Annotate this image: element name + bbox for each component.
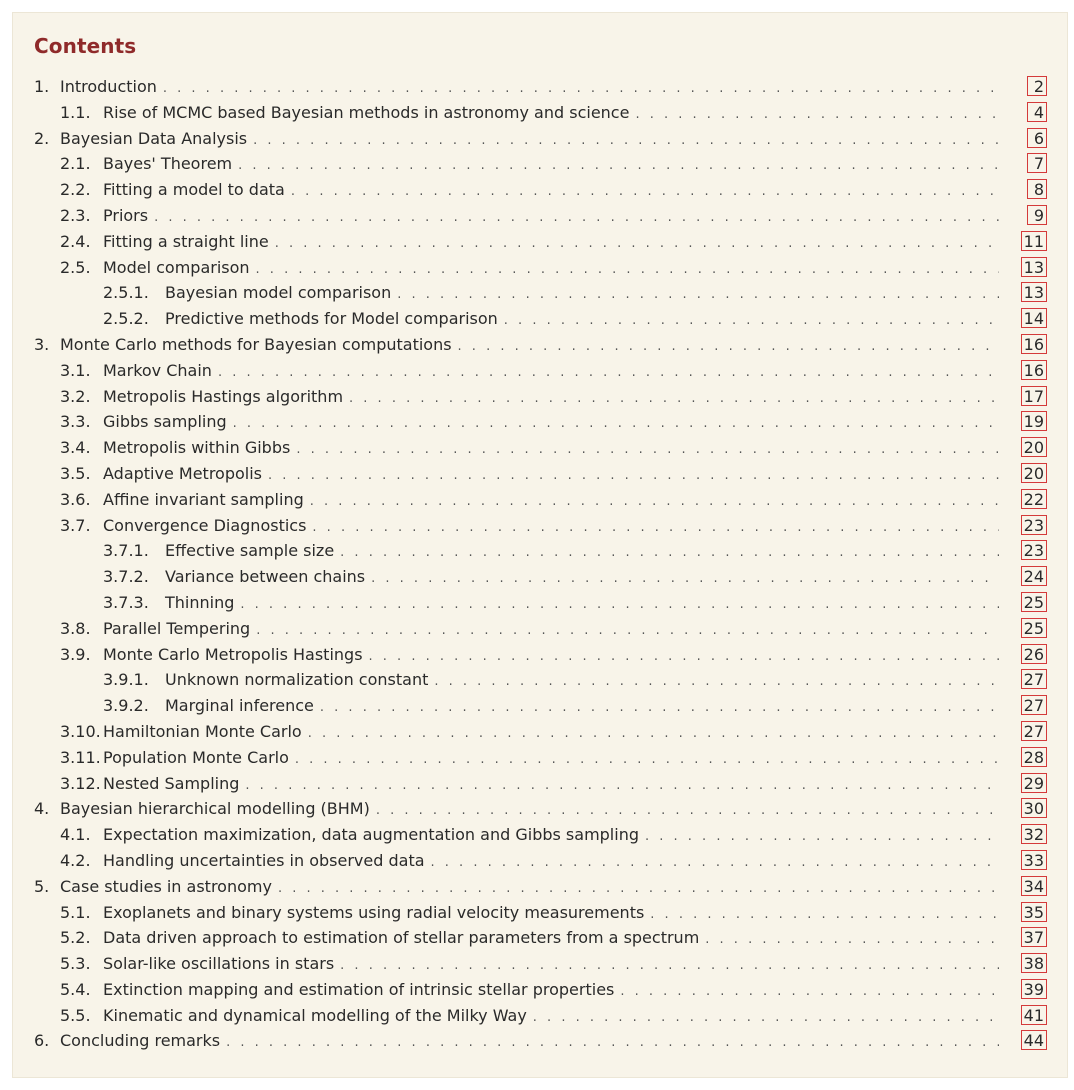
toc-entry[interactable]: [12, 256, 1068, 282]
toc-page-link[interactable]: 44: [1021, 1030, 1047, 1050]
toc-page-link[interactable]: 11: [1021, 231, 1047, 251]
toc-entry[interactable]: [12, 746, 1068, 772]
toc-entry-title[interactable]: Effective sample size: [165, 541, 335, 561]
toc-entry-link[interactable]: [60, 774, 1003, 793]
dot-leader: [434, 674, 999, 689]
toc-entry-number: 2.3.: [60, 205, 91, 225]
toc-entry-link[interactable]: [34, 1031, 1003, 1050]
dot-leader: [340, 958, 999, 973]
dot-leader: [240, 597, 999, 612]
toc-entry-number: 3.1.: [60, 360, 91, 380]
toc-page-link[interactable]: 32: [1021, 824, 1047, 844]
dot-leader: [310, 494, 999, 509]
toc-entry-link[interactable]: [103, 283, 1003, 302]
dot-leader: [238, 158, 999, 173]
dot-leader: [312, 520, 999, 535]
toc-entry-title[interactable]: Monte Carlo Metropolis Hastings: [103, 644, 363, 664]
toc-entry-number: 3.9.1.: [103, 670, 149, 690]
dot-leader: [268, 468, 999, 483]
dot-leader: [233, 416, 999, 431]
toc-entry-number: 2.5.2.: [103, 309, 149, 329]
toc-entry-number: 3.11.: [60, 747, 101, 767]
toc-entry[interactable]: [12, 75, 1068, 101]
toc-entry-title[interactable]: Extinction mapping and estimation of intrinsic stellar properties: [103, 979, 615, 999]
toc-page-link[interactable]: 23: [1021, 540, 1047, 560]
toc-entry-title[interactable]: Concluding remarks: [60, 1031, 221, 1051]
toc-entry-link[interactable]: [60, 232, 1003, 251]
toc-entry-number: 5.3.: [60, 954, 91, 974]
toc-entry-number: 5.5.: [60, 1005, 91, 1025]
toc-entry[interactable]: [12, 849, 1068, 875]
toc-entry-title[interactable]: Fitting a model to data: [103, 180, 285, 200]
toc-entry-title[interactable]: Metropolis Hastings algorithm: [103, 386, 344, 406]
toc-entry-number: 2.1.: [60, 154, 91, 174]
toc-page-link[interactable]: 25: [1021, 592, 1047, 612]
toc-entry-number: 2.5.: [60, 257, 91, 277]
dot-leader: [645, 829, 999, 844]
toc-entry-link[interactable]: [34, 335, 1003, 354]
dot-leader: [340, 545, 999, 560]
dot-leader: [291, 184, 999, 199]
toc-entry-title[interactable]: Kinematic and dynamical modelling of the Milky Way: [103, 1005, 527, 1025]
toc-entry-title[interactable]: Bayesian model comparison: [165, 283, 392, 303]
toc-entry-title[interactable]: Priors: [103, 205, 149, 225]
toc-page-link[interactable]: 34: [1021, 876, 1047, 896]
toc-entry-link[interactable]: [60, 928, 1003, 947]
toc-entry-link[interactable]: [60, 825, 1003, 844]
document-page: [12, 12, 1068, 1078]
toc-entry-number: 3.6.: [60, 489, 91, 509]
toc-entry[interactable]: [12, 410, 1068, 436]
toc-entry[interactable]: [12, 797, 1068, 823]
toc-entry[interactable]: [12, 1029, 1068, 1055]
toc-entry-title[interactable]: Fitting a straight line: [103, 231, 269, 251]
toc-entry[interactable]: [12, 926, 1068, 952]
dot-leader: [278, 881, 999, 896]
toc-entry[interactable]: [12, 462, 1068, 488]
toc-entry-link[interactable]: [60, 722, 1003, 741]
dot-leader: [256, 623, 999, 638]
toc-entry[interactable]: [12, 514, 1068, 540]
toc-entry-title[interactable]: Predictive methods for Model comparison: [165, 309, 498, 329]
toc-entry-title[interactable]: Parallel Tempering: [103, 618, 251, 638]
toc-entry-title[interactable]: Exoplanets and binary systems using radial velocity measurements: [103, 902, 645, 922]
toc-page-link[interactable]: 27: [1021, 669, 1047, 689]
toc-entry-number: 3.10.: [60, 721, 101, 741]
toc-entry-link[interactable]: [34, 799, 1003, 818]
toc-entry-title[interactable]: Hamiltonian Monte Carlo: [103, 721, 302, 741]
toc-entry[interactable]: [12, 101, 1068, 127]
toc-page-link[interactable]: 6: [1027, 128, 1047, 148]
toc-entry[interactable]: [12, 1004, 1068, 1030]
toc-entry[interactable]: [12, 952, 1068, 978]
toc-page-link[interactable]: 25: [1021, 618, 1047, 638]
toc-entry[interactable]: [12, 127, 1068, 153]
toc-entry-link[interactable]: [60, 748, 1003, 767]
toc-entry-link[interactable]: [103, 670, 1003, 689]
toc-entry[interactable]: [12, 385, 1068, 411]
toc-entry-number: 2.4.: [60, 231, 91, 251]
toc-page-link[interactable]: 39: [1021, 979, 1047, 999]
toc-entry[interactable]: [12, 720, 1068, 746]
toc-entry[interactable]: [12, 488, 1068, 514]
toc-entry-title[interactable]: Case studies in astronomy: [60, 876, 272, 896]
toc-entry-title[interactable]: Bayesian hierarchical modelling (BHM): [60, 799, 370, 819]
dot-leader: [163, 81, 999, 96]
toc-entry-link[interactable]: [60, 206, 1003, 225]
toc-entry-title[interactable]: Unknown normalization constant: [165, 670, 429, 690]
toc-page-link[interactable]: 2: [1027, 76, 1047, 96]
toc-entry-title[interactable]: Nested Sampling: [103, 773, 240, 793]
contents-heading: Contents: [34, 34, 137, 58]
toc-entry-number: 3.4.: [60, 438, 91, 458]
toc-entry-link[interactable]: [60, 490, 1003, 509]
toc-entry[interactable]: [12, 643, 1068, 669]
toc-entry-number: 5.: [34, 876, 50, 896]
toc-entry-link[interactable]: [103, 593, 1003, 612]
toc-entry-title[interactable]: Introduction: [60, 77, 157, 96]
toc-entry-title[interactable]: Variance between chains: [165, 567, 366, 587]
dot-leader: [275, 236, 999, 251]
dot-leader: [320, 700, 999, 715]
toc-entry-number: 5.4.: [60, 979, 91, 999]
toc-entry-link[interactable]: [60, 980, 1003, 999]
toc-page-link[interactable]: 23: [1021, 515, 1047, 535]
toc-entry-title[interactable]: Affine invariant sampling: [103, 489, 304, 509]
toc-entry-number: 3.7.: [60, 515, 91, 535]
toc-entry[interactable]: [12, 178, 1068, 204]
toc-entry-title[interactable]: Marginal inference: [165, 696, 314, 716]
toc-entry[interactable]: [12, 875, 1068, 901]
dot-leader: [295, 752, 999, 767]
toc-entry-title[interactable]: Thinning: [165, 592, 235, 612]
toc-page-link[interactable]: 22: [1021, 489, 1047, 509]
dot-leader: [245, 778, 999, 793]
toc-entry[interactable]: [12, 281, 1068, 307]
dot-leader: [218, 365, 999, 380]
toc-entry-link[interactable]: [60, 154, 1003, 173]
toc-entry-number: 3.7.2.: [103, 567, 149, 587]
toc-page-link[interactable]: 19: [1021, 411, 1047, 431]
dot-leader: [253, 133, 999, 148]
toc-entry-link[interactable]: [60, 361, 1003, 380]
dot-leader: [371, 571, 999, 586]
toc-entry-link[interactable]: [60, 645, 1003, 664]
toc-entry-number: 5.1.: [60, 902, 91, 922]
toc-entry-number: 3.9.2.: [103, 696, 149, 716]
toc-page-link[interactable]: 20: [1021, 463, 1047, 483]
toc-entry-link[interactable]: [103, 696, 1003, 715]
toc-entry-link[interactable]: [103, 567, 1003, 586]
toc-page-link[interactable]: 33: [1021, 850, 1047, 870]
toc-entry[interactable]: [12, 333, 1068, 359]
toc-entry-number: 4.1.: [60, 825, 91, 845]
toc-page-link[interactable]: 14: [1021, 308, 1047, 328]
toc-entry-link[interactable]: [34, 877, 1003, 896]
dot-leader: [256, 262, 999, 277]
toc-entry-link[interactable]: [60, 954, 1003, 973]
toc-page-link[interactable]: 17: [1021, 386, 1047, 406]
toc-page-link[interactable]: 38: [1021, 953, 1047, 973]
toc-entry-link[interactable]: [60, 619, 1003, 638]
toc-entry-number: 3.12.: [60, 773, 101, 793]
toc-entry[interactable]: [12, 539, 1068, 565]
toc-page-link[interactable]: 27: [1021, 695, 1047, 715]
toc-page-link[interactable]: 24: [1021, 566, 1047, 586]
toc-page-link[interactable]: 27: [1021, 721, 1047, 741]
toc-page-link[interactable]: 41: [1021, 1005, 1047, 1025]
toc-entry-title[interactable]: Data driven approach to estimation of stellar parameters from a spectrum: [103, 928, 700, 948]
toc-entry-title[interactable]: Population Monte Carlo: [103, 747, 289, 767]
toc-entry-title[interactable]: Rise of MCMC based Bayesian methods in astronomy and science: [103, 102, 630, 122]
toc-entry-link[interactable]: [103, 541, 1003, 560]
toc-entry[interactable]: [12, 436, 1068, 462]
toc-entry-link[interactable]: [60, 387, 1003, 406]
dot-leader: [376, 803, 999, 818]
toc-entry[interactable]: [12, 591, 1068, 617]
dot-leader: [504, 313, 999, 328]
toc-entry-number: 3.: [34, 334, 50, 354]
dot-leader: [458, 339, 999, 354]
toc-entry-link[interactable]: [60, 516, 1003, 535]
toc-entry-number: 5.2.: [60, 928, 91, 948]
toc-page-link[interactable]: 37: [1021, 927, 1047, 947]
toc-entry-number: 3.7.1.: [103, 541, 149, 561]
toc-entry-title[interactable]: Adaptive Metropolis: [103, 463, 263, 483]
toc-entry-number: 3.7.3.: [103, 592, 149, 612]
toc-entry[interactable]: [12, 901, 1068, 927]
dot-leader: [705, 932, 999, 947]
dot-leader: [635, 107, 999, 122]
toc-entry-title[interactable]: Metropolis within Gibbs: [103, 438, 291, 458]
toc-entry-number: 3.5.: [60, 463, 91, 483]
toc-entry[interactable]: [12, 978, 1068, 1004]
toc-page-link[interactable]: 13: [1021, 282, 1047, 302]
toc-entry-number: 3.3.: [60, 412, 91, 432]
toc-page-link[interactable]: 35: [1021, 902, 1047, 922]
toc-entry-link[interactable]: [60, 103, 1003, 122]
toc-entry[interactable]: [12, 359, 1068, 385]
toc-page-link[interactable]: 28: [1021, 747, 1047, 767]
dot-leader: [226, 1035, 999, 1050]
toc-entry-link[interactable]: [60, 438, 1003, 457]
toc-entry[interactable]: [12, 668, 1068, 694]
toc-page-link[interactable]: 26: [1021, 644, 1047, 664]
toc-entry[interactable]: [12, 230, 1068, 256]
toc-page-link[interactable]: 8: [1027, 179, 1047, 199]
dot-leader: [308, 726, 999, 741]
toc-entry-link[interactable]: [60, 464, 1003, 483]
toc-entry-link[interactable]: [60, 1006, 1003, 1025]
toc-entry[interactable]: [12, 204, 1068, 230]
toc-entry-title[interactable]: Markov Chain: [103, 360, 212, 380]
toc-entry-title[interactable]: Monte Carlo methods for Bayesian computations: [60, 334, 452, 354]
toc-entry-number: 3.2.: [60, 386, 91, 406]
toc-entry-title[interactable]: Model comparison: [103, 257, 250, 277]
toc-entry-number: 3.8.: [60, 618, 91, 638]
toc-entry[interactable]: [12, 152, 1068, 178]
toc-entry-link[interactable]: [60, 412, 1003, 431]
toc-entry-number: 6.: [34, 1031, 50, 1051]
toc-page-link[interactable]: 29: [1021, 773, 1047, 793]
toc-entry-number: 3.9.: [60, 644, 91, 664]
dot-leader: [154, 210, 999, 225]
toc-page-link[interactable]: 13: [1021, 257, 1047, 277]
toc-entry-title[interactable]: Bayes' Theorem: [103, 154, 233, 174]
toc-entry[interactable]: [12, 565, 1068, 591]
dot-leader: [349, 391, 999, 406]
dot-leader: [533, 1010, 999, 1025]
toc-entry-link[interactable]: [34, 129, 1003, 148]
toc-entry-title[interactable]: Convergence Diagnostics: [103, 515, 307, 535]
toc-entry-title[interactable]: Gibbs sampling: [103, 412, 227, 432]
toc-entry-number: 1.1.: [60, 102, 91, 122]
toc-entry[interactable]: [12, 617, 1068, 643]
toc-entry[interactable]: [12, 772, 1068, 798]
toc-entry-number: 4.2.: [60, 850, 91, 870]
toc-page-link[interactable]: 16: [1021, 360, 1047, 380]
toc-entry[interactable]: [12, 694, 1068, 720]
toc-entry-link[interactable]: [34, 77, 1003, 96]
dot-leader: [620, 984, 999, 999]
toc-page-link[interactable]: 7: [1027, 153, 1047, 173]
toc-entry-number: 4.: [34, 799, 50, 819]
dot-leader: [397, 287, 999, 302]
toc-entry-number: 2.2.: [60, 180, 91, 200]
toc-entry-title[interactable]: Expectation maximization, data augmentation and Gibbs sampling: [103, 825, 639, 845]
toc-entry-title[interactable]: Handling uncertainties in observed data: [103, 850, 425, 870]
toc-entry-title[interactable]: Solar-like oscillations in stars: [103, 954, 335, 974]
toc-page-link[interactable]: 20: [1021, 437, 1047, 457]
toc-entry[interactable]: [12, 307, 1068, 333]
dot-leader: [369, 649, 999, 664]
toc-page-link[interactable]: 4: [1027, 102, 1047, 122]
toc-entry-number: 1.: [34, 77, 50, 96]
dot-leader: [431, 855, 999, 870]
toc-entry-link[interactable]: [103, 309, 1003, 328]
toc-entry-link[interactable]: [60, 851, 1003, 870]
toc-entry-title[interactable]: Bayesian Data Analysis: [60, 128, 248, 148]
toc-entry-number: 2.5.1.: [103, 283, 149, 303]
dot-leader: [296, 442, 999, 457]
dot-leader: [650, 907, 999, 922]
toc-entry-number: 2.: [34, 128, 50, 148]
table-of-contents: [12, 75, 1068, 1055]
toc-page-link[interactable]: 9: [1027, 205, 1047, 225]
toc-entry-link[interactable]: [60, 903, 1003, 922]
toc-page-link[interactable]: 16: [1021, 334, 1047, 354]
toc-entry-link[interactable]: [60, 180, 1003, 199]
toc-entry[interactable]: [12, 823, 1068, 849]
toc-entry-link[interactable]: [60, 258, 1003, 277]
toc-page-link[interactable]: 30: [1021, 798, 1047, 818]
